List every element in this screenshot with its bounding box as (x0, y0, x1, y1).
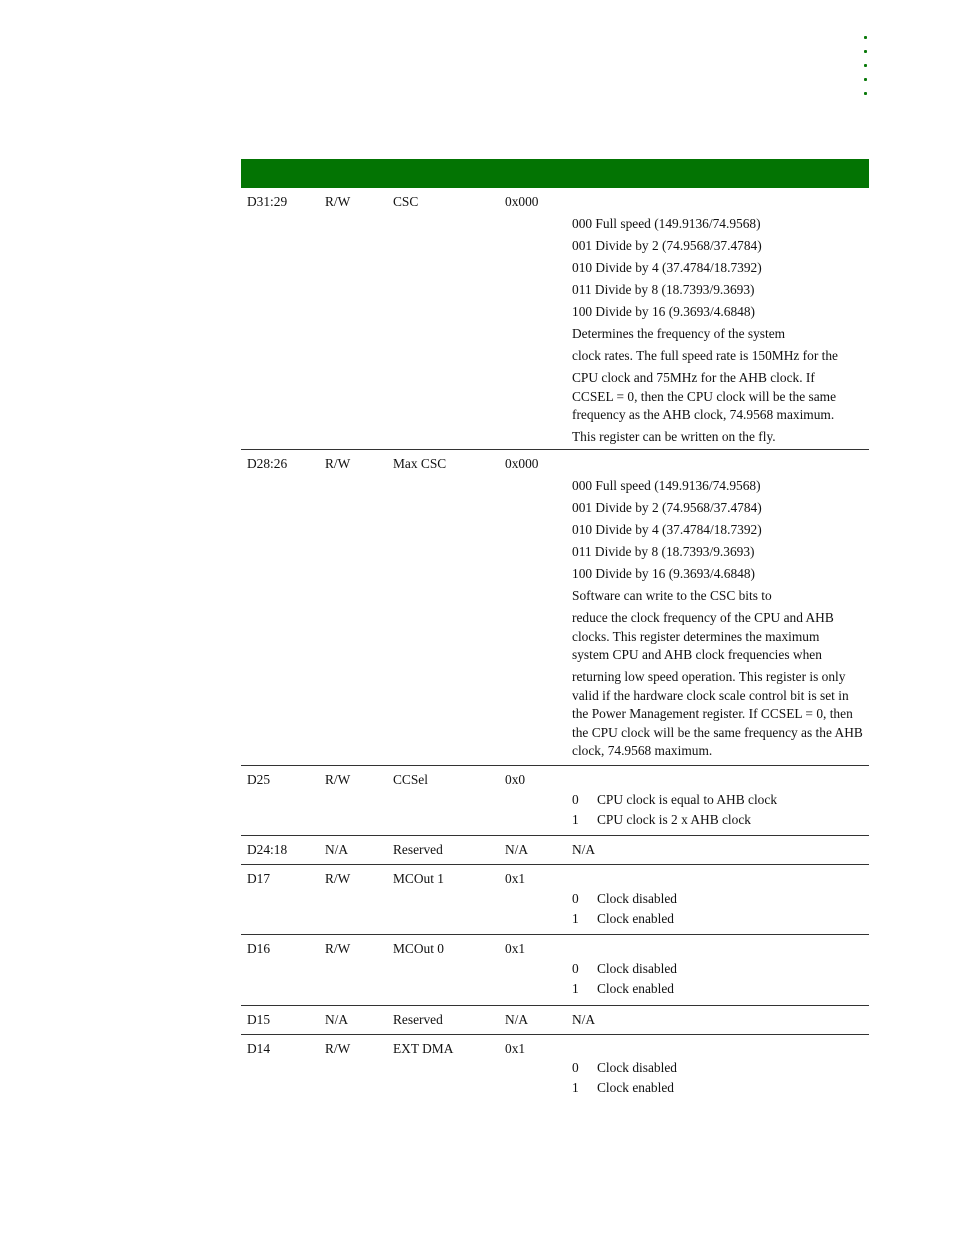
bits-cell: D16 (247, 941, 271, 956)
bits-cell: D25 (247, 772, 271, 787)
register-bit-table (241, 159, 869, 1105)
table-row (241, 1006, 869, 1035)
desc-paragraph: Software can write to the CSC bits to (572, 588, 772, 603)
bits-cell: D31:29 (247, 194, 288, 209)
option-key: 1 (572, 981, 579, 996)
margin-dot-decoration (864, 36, 868, 106)
bits-cell: D24:18 (247, 842, 288, 857)
reset-cell: 0x0 (505, 772, 526, 787)
desc-paragraph: CPU clock and 75MHz for the AHB clock. If CCSEL = 0, then the CPU clock will be the same frequency as the AHB clock, 74.9568 maximum. (572, 370, 837, 422)
option-text: Clock enabled (597, 981, 674, 996)
table-row (241, 1035, 869, 1105)
reset-cell: 0x000 (505, 194, 539, 209)
desc-paragraph: This register can be written on the fly. (572, 429, 776, 444)
access-cell: R/W (325, 194, 351, 209)
desc-line: 010 Divide by 4 (37.4784/18.7392) (572, 522, 762, 537)
desc-line: 000 Full speed (149.9136/74.9568) (572, 216, 761, 231)
dot (864, 36, 867, 39)
mnemonic-cell: EXT DMA (393, 1041, 454, 1056)
access-cell: R/W (325, 871, 351, 886)
bits-cell: D17 (247, 871, 271, 886)
reset-cell: N/A (505, 842, 529, 857)
option-text: Clock enabled (597, 911, 674, 926)
reset-cell: 0x1 (505, 871, 526, 886)
reset-cell: 0x1 (505, 1041, 526, 1056)
description-cell (572, 215, 862, 447)
description-cell (572, 1058, 869, 1098)
description-cell (572, 477, 864, 761)
desc-line: 001 Divide by 2 (74.9568/37.4784) (572, 238, 762, 253)
desc-line: 010 Divide by 4 (37.4784/18.7392) (572, 260, 762, 275)
table-row (241, 836, 869, 865)
option-text: CPU clock is 2 x AHB clock (597, 812, 751, 827)
table-row (241, 188, 869, 450)
description-cell (572, 889, 869, 929)
table-row (241, 450, 869, 766)
option-key: 0 (572, 961, 579, 976)
dot (864, 78, 867, 81)
option-text: Clock disabled (597, 961, 677, 976)
desc-line: 001 Divide by 2 (74.9568/37.4784) (572, 500, 762, 515)
option-row (572, 909, 869, 929)
option-text: Clock enabled (597, 1080, 674, 1095)
dot (864, 50, 867, 53)
description-cell (572, 790, 869, 830)
option-key: 0 (572, 891, 579, 906)
option-row (572, 1058, 869, 1078)
desc-line: 011 Divide by 8 (18.7393/9.3693) (572, 544, 755, 559)
description-cell: N/A (572, 1012, 596, 1027)
desc-paragraph: clock rates. The full speed rate is 150MHz for the (572, 348, 838, 363)
mnemonic-cell: Max CSC (393, 456, 447, 471)
reset-cell: 0x1 (505, 941, 526, 956)
mnemonic-cell: CCSel (393, 772, 428, 787)
desc-paragraph: reduce the clock frequency of the CPU and AHB clocks. This register determines the maximum system CPU and AHB clock frequencies when (572, 610, 834, 662)
mnemonic-cell: Reserved (393, 1012, 443, 1027)
bits-cell: D14 (247, 1041, 271, 1056)
reset-cell: 0x000 (505, 456, 539, 471)
table-row (241, 865, 869, 935)
description-cell: N/A (572, 842, 596, 857)
option-key: 1 (572, 1080, 579, 1095)
desc-line: 100 Divide by 16 (9.3693/4.6848) (572, 304, 755, 319)
option-key: 0 (572, 792, 579, 807)
mnemonic-cell: MCOut 0 (393, 941, 444, 956)
option-key: 1 (572, 911, 579, 926)
mnemonic-cell: CSC (393, 194, 419, 209)
table-row (241, 935, 869, 1006)
description-cell (572, 959, 869, 999)
desc-line: 011 Divide by 8 (18.7393/9.3693) (572, 282, 755, 297)
option-row (572, 810, 869, 830)
option-row (572, 1078, 869, 1098)
option-row (572, 889, 869, 909)
option-text: CPU clock is equal to AHB clock (597, 792, 778, 807)
access-cell: R/W (325, 941, 351, 956)
option-row (572, 979, 869, 999)
option-row (572, 959, 869, 979)
access-cell: R/W (325, 772, 351, 787)
table-row (241, 766, 869, 836)
desc-paragraph: returning low speed operation. This register is only valid if the hardware clock scale control bit is set in the Power Management register. If CCSEL = 0, then the CPU clock will be the same frequency as the AHB clock, 74.9568 maximum. (572, 669, 863, 758)
access-cell: R/W (325, 1041, 351, 1056)
option-key: 0 (572, 1060, 579, 1075)
table-header-bar (241, 159, 869, 188)
dot (864, 64, 867, 67)
option-row (572, 790, 869, 810)
reset-cell: N/A (505, 1012, 529, 1027)
mnemonic-cell: MCOut 1 (393, 871, 444, 886)
desc-line: 000 Full speed (149.9136/74.9568) (572, 478, 761, 493)
dot (864, 92, 867, 95)
access-cell: N/A (325, 1012, 349, 1027)
mnemonic-cell: Reserved (393, 842, 443, 857)
desc-line: 100 Divide by 16 (9.3693/4.6848) (572, 566, 755, 581)
bits-cell: D28:26 (247, 456, 288, 471)
option-text: Clock disabled (597, 1060, 677, 1075)
access-cell: R/W (325, 456, 351, 471)
option-text: Clock disabled (597, 891, 677, 906)
bits-cell: D15 (247, 1012, 271, 1027)
desc-paragraph: Determines the frequency of the system (572, 326, 786, 341)
access-cell: N/A (325, 842, 349, 857)
option-key: 1 (572, 812, 579, 827)
